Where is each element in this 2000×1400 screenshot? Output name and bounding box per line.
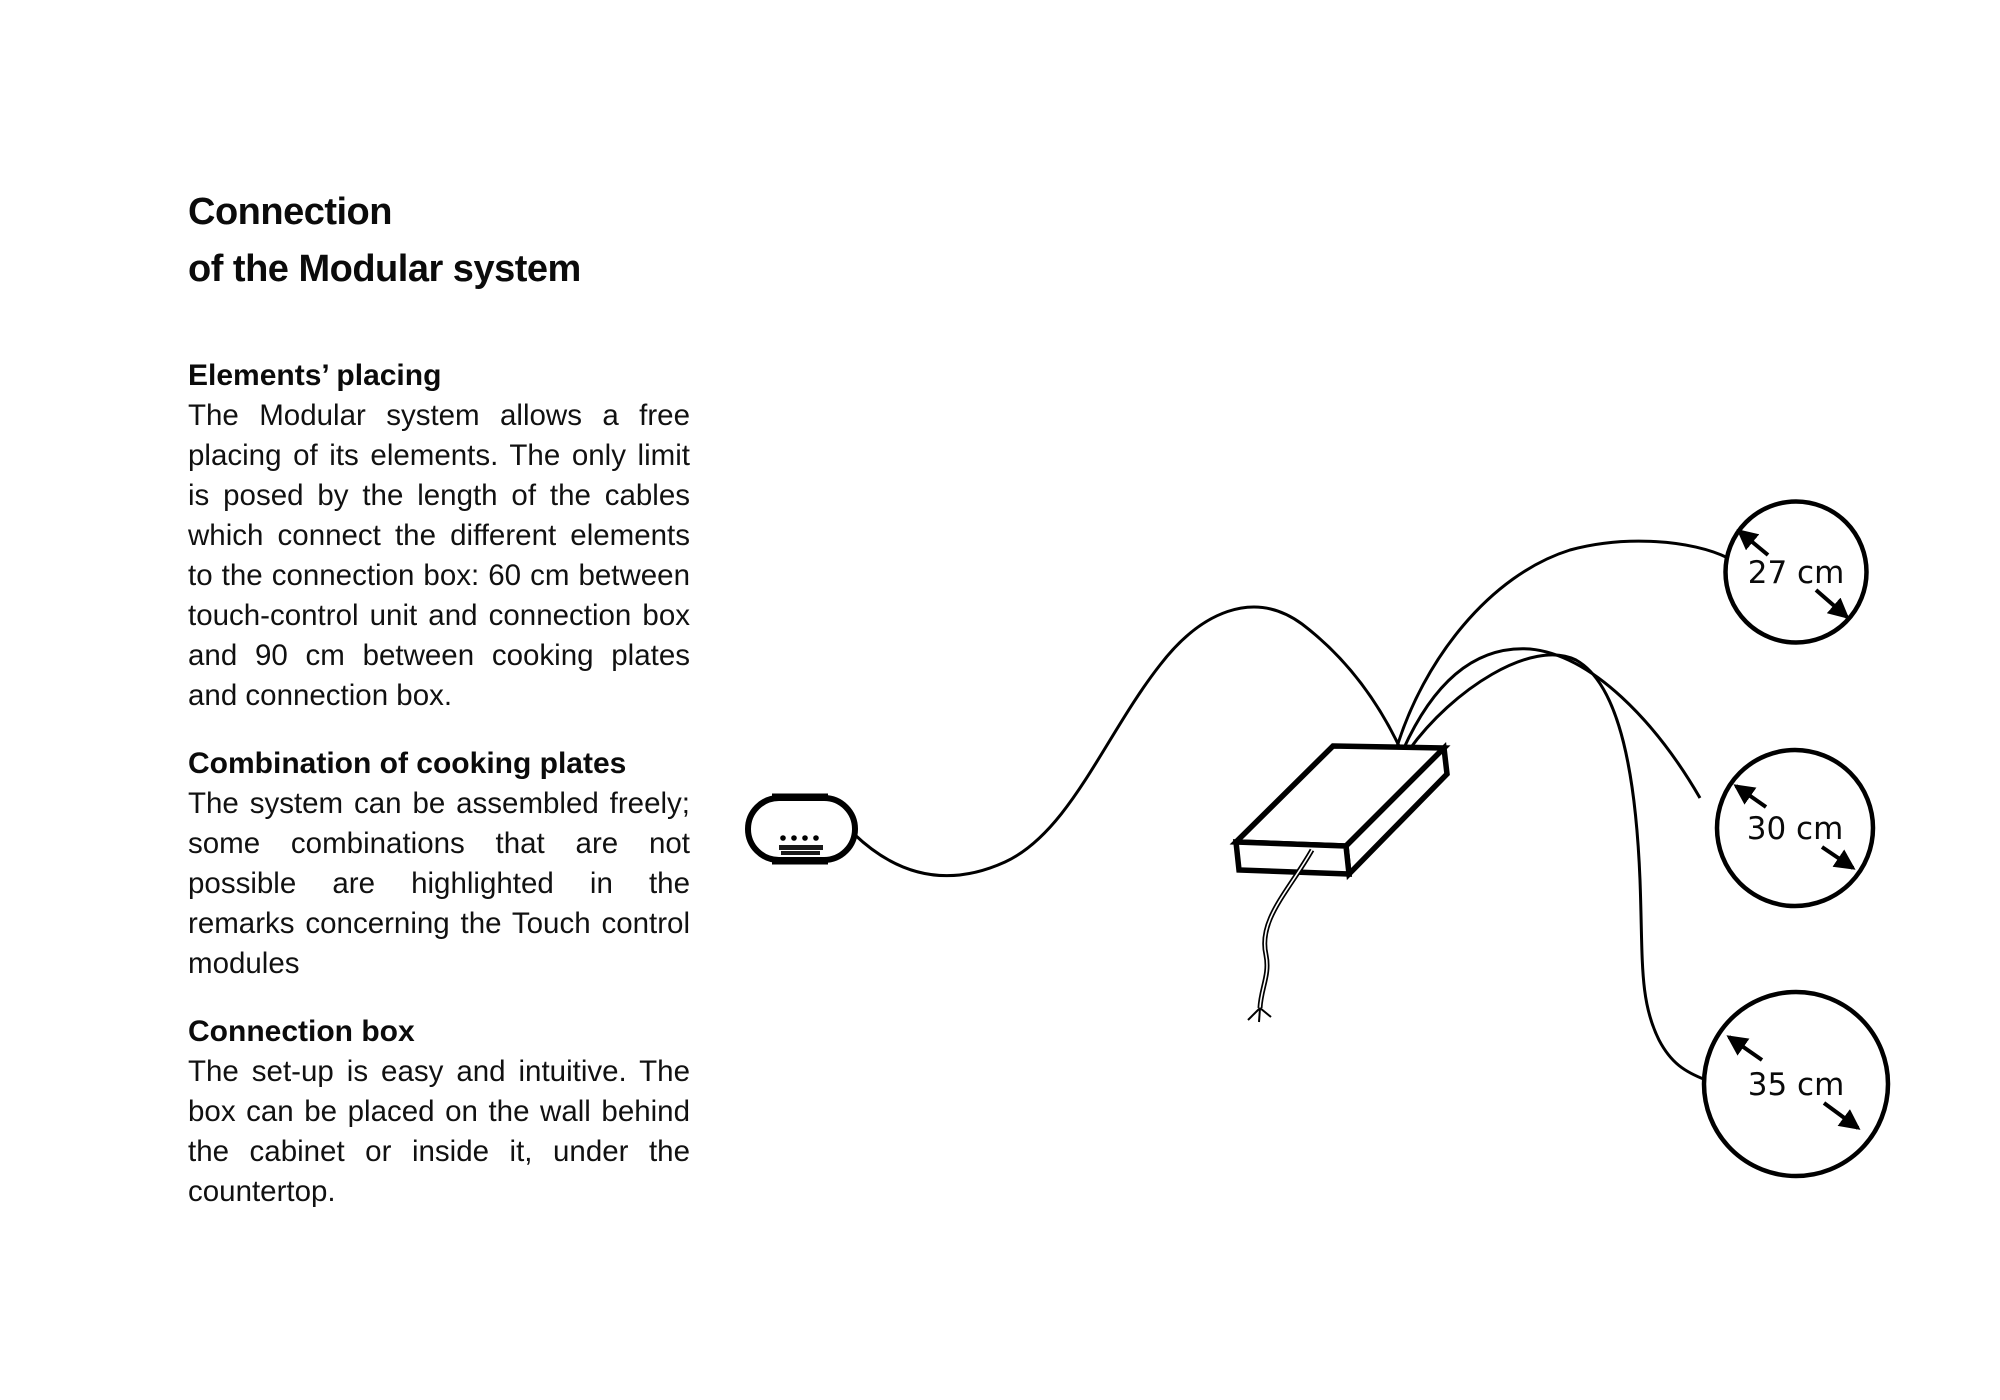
plate-30-label: 30 cm: [1746, 811, 1844, 847]
section-body: The Modular system allows a free placing of its elements. The only limit is posed by the length of the cables which connect the different elements to the connection box: 60 cm between touch-control unit and connection box and 90 cm between cooking plates and connection box.: [188, 399, 690, 712]
cooking-plates: [1704, 502, 1888, 1177]
section-heading: Combination of cooking plates: [188, 747, 627, 780]
touch-control-unit: [748, 797, 855, 861]
plate-35: [1704, 992, 1888, 1176]
plate-35-label: 35 cm: [1747, 1067, 1845, 1103]
section-heading: Elements’ placing: [188, 359, 442, 392]
plate-30: [1717, 750, 1873, 906]
section-heading: Connection box: [188, 1015, 415, 1048]
touch-control-microtext: [779, 845, 823, 855]
section-body: The system can be assembled freely; some combinations that are not possible are highlighted in the remarks concerning the Touch control modules: [188, 787, 690, 980]
cable-plate-27: [1396, 541, 1728, 750]
connection-box: [1236, 746, 1447, 874]
plate-27-label: 27 cm: [1747, 555, 1845, 591]
plate-27: [1726, 502, 1867, 643]
section-body: The set-up is easy and intuitive. The box can be placed on the wall behind the cabinet or inside it, under the countertop.: [188, 1055, 690, 1208]
power-cord: [1248, 850, 1312, 1022]
power-cord-frayed-end: [1248, 1008, 1271, 1022]
cable-plate-35: [1409, 655, 1706, 1080]
page-title-line1: Connection: [188, 191, 392, 233]
connection-box-front-face: [1236, 842, 1349, 874]
page-title-line2: of the Modular system: [188, 248, 581, 290]
